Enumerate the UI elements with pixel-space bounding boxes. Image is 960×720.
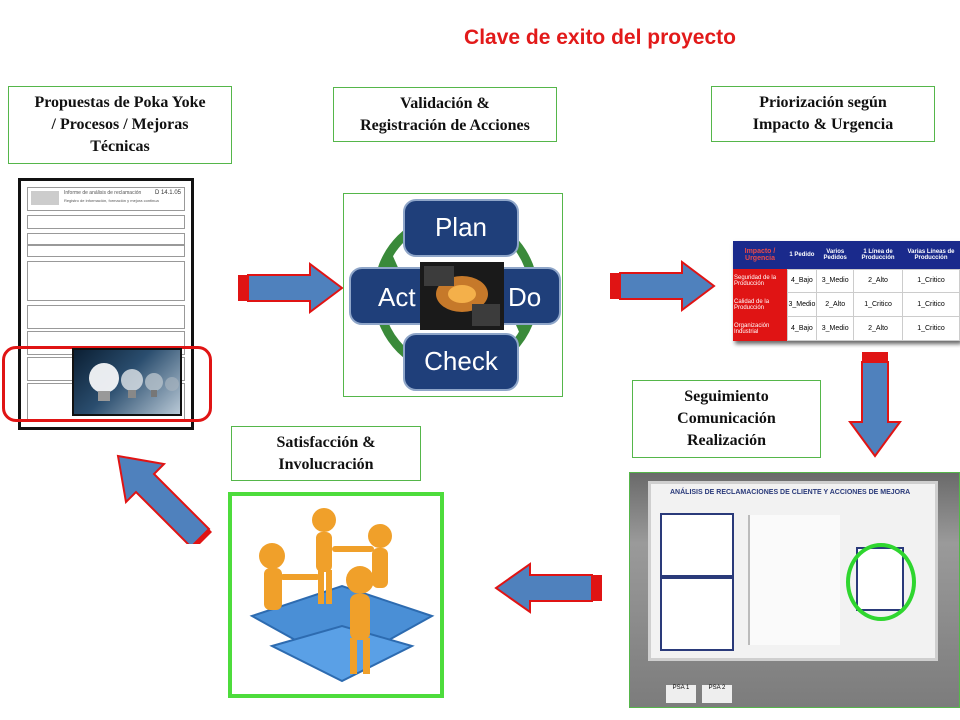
table-row-header: Calidad de la Producción	[733, 293, 787, 317]
label-seguimiento-line3: Realización	[686, 432, 767, 449]
pdca-cycle-box	[343, 193, 563, 397]
table-cell: 1_Critico	[903, 317, 960, 341]
table-col-header: Varias Líneas de Producción	[903, 241, 960, 269]
label-priorizacion	[711, 86, 935, 142]
label-validacion-line2: Registración de Acciones	[360, 116, 530, 134]
whiteboard-notes	[748, 515, 840, 645]
table-cell: 1_Critico	[854, 293, 903, 317]
table-cell: 4_Bajo	[787, 317, 817, 341]
table-row-header: Seguridad de la Producción	[733, 269, 787, 293]
label-seguimiento-line2: Comunicación	[677, 410, 776, 427]
label-validacion-line1: Validación &	[400, 94, 490, 112]
document-header-sub: Registro de información, formación y mejora continua	[64, 198, 159, 203]
page-title: Clave de exito del proyecto	[464, 26, 736, 49]
table-col-header: Varios Pedidos	[817, 241, 854, 269]
light-bulbs-icon	[74, 350, 182, 416]
label-validacion	[333, 87, 557, 142]
arrow-right-1	[238, 262, 344, 314]
arrow-up-left	[108, 452, 212, 544]
pdca-act: Act	[378, 282, 416, 312]
label-priorizacion-line1: Priorización según	[759, 94, 887, 111]
document-header-title: Informe de análisis de reclamación	[64, 190, 142, 196]
whiteboard-form	[660, 513, 734, 577]
table-row	[733, 269, 960, 293]
table-cell: 2_Alto	[817, 293, 854, 317]
label-satisfaccion-line1: Satisfacción &	[276, 433, 376, 451]
whiteboard-heading: ANÁLISIS DE RECLAMACIONES DE CLIENTE Y ACCIONES DE MEJORA	[670, 489, 911, 496]
table-cell: 2_Alto	[854, 317, 903, 341]
company-logo-icon	[31, 191, 59, 205]
document-field-block	[27, 261, 185, 301]
label-seguimiento	[632, 380, 821, 458]
table-row	[733, 317, 960, 341]
team-puzzle-icon	[232, 496, 440, 694]
label-poka-yoke-line1: Propuestas de Poka Yoke	[34, 94, 206, 111]
highlight-circle	[846, 543, 916, 621]
priority-matrix-table	[733, 241, 960, 341]
table-cell: 3_Medio	[817, 317, 854, 341]
table-cell: 1_Critico	[903, 269, 960, 293]
pdca-do: Do	[508, 282, 542, 312]
table-cell: 2_Alto	[854, 269, 903, 293]
label-poka-yoke	[8, 86, 232, 164]
label-poka-yoke-line3: Técnicas	[90, 138, 150, 155]
whiteboard-tab: PSA 2	[702, 685, 732, 703]
label-poka-yoke-line2: / Procesos / Mejoras	[51, 116, 189, 133]
pdca-check: Check	[424, 346, 498, 376]
arrow-down	[848, 352, 904, 458]
arrow-right-2	[610, 260, 716, 312]
light-bulbs-photo	[72, 348, 182, 416]
table-cell: 4_Bajo	[787, 269, 817, 293]
table-col-header: 1 Pedido	[787, 241, 817, 269]
document-field-block	[27, 305, 185, 329]
arrow-left	[494, 562, 602, 614]
document-field-row	[27, 245, 185, 257]
document-code: D 14.1.05	[154, 190, 181, 196]
label-priorizacion-line2: Impacto & Urgencia	[752, 116, 894, 133]
document-header	[27, 187, 185, 211]
table-row-header: Organización Industrial	[733, 317, 787, 341]
pdca-plan: Plan	[434, 212, 488, 242]
table-corner-cell: Impacto / Urgencia	[733, 241, 787, 269]
document-field-row	[27, 215, 185, 229]
label-satisfaccion	[231, 426, 421, 481]
whiteboard-photo	[629, 472, 960, 708]
whiteboard-tab: PSA 1	[666, 685, 696, 703]
label-seguimiento-line1: Seguimiento	[684, 388, 769, 405]
document-field-row	[27, 233, 185, 245]
whiteboard-form	[660, 577, 734, 651]
table-cell: 1_Critico	[903, 293, 960, 317]
table-row	[733, 293, 960, 317]
table-cell: 3_Medio	[817, 269, 854, 293]
label-satisfaccion-line2: Involucración	[278, 455, 374, 473]
priority-table	[733, 241, 960, 341]
table-col-header: 1 Línea de Producción	[854, 241, 903, 269]
teamwork-puzzle-image	[228, 492, 444, 698]
table-cell: 3_Medio	[787, 293, 817, 317]
